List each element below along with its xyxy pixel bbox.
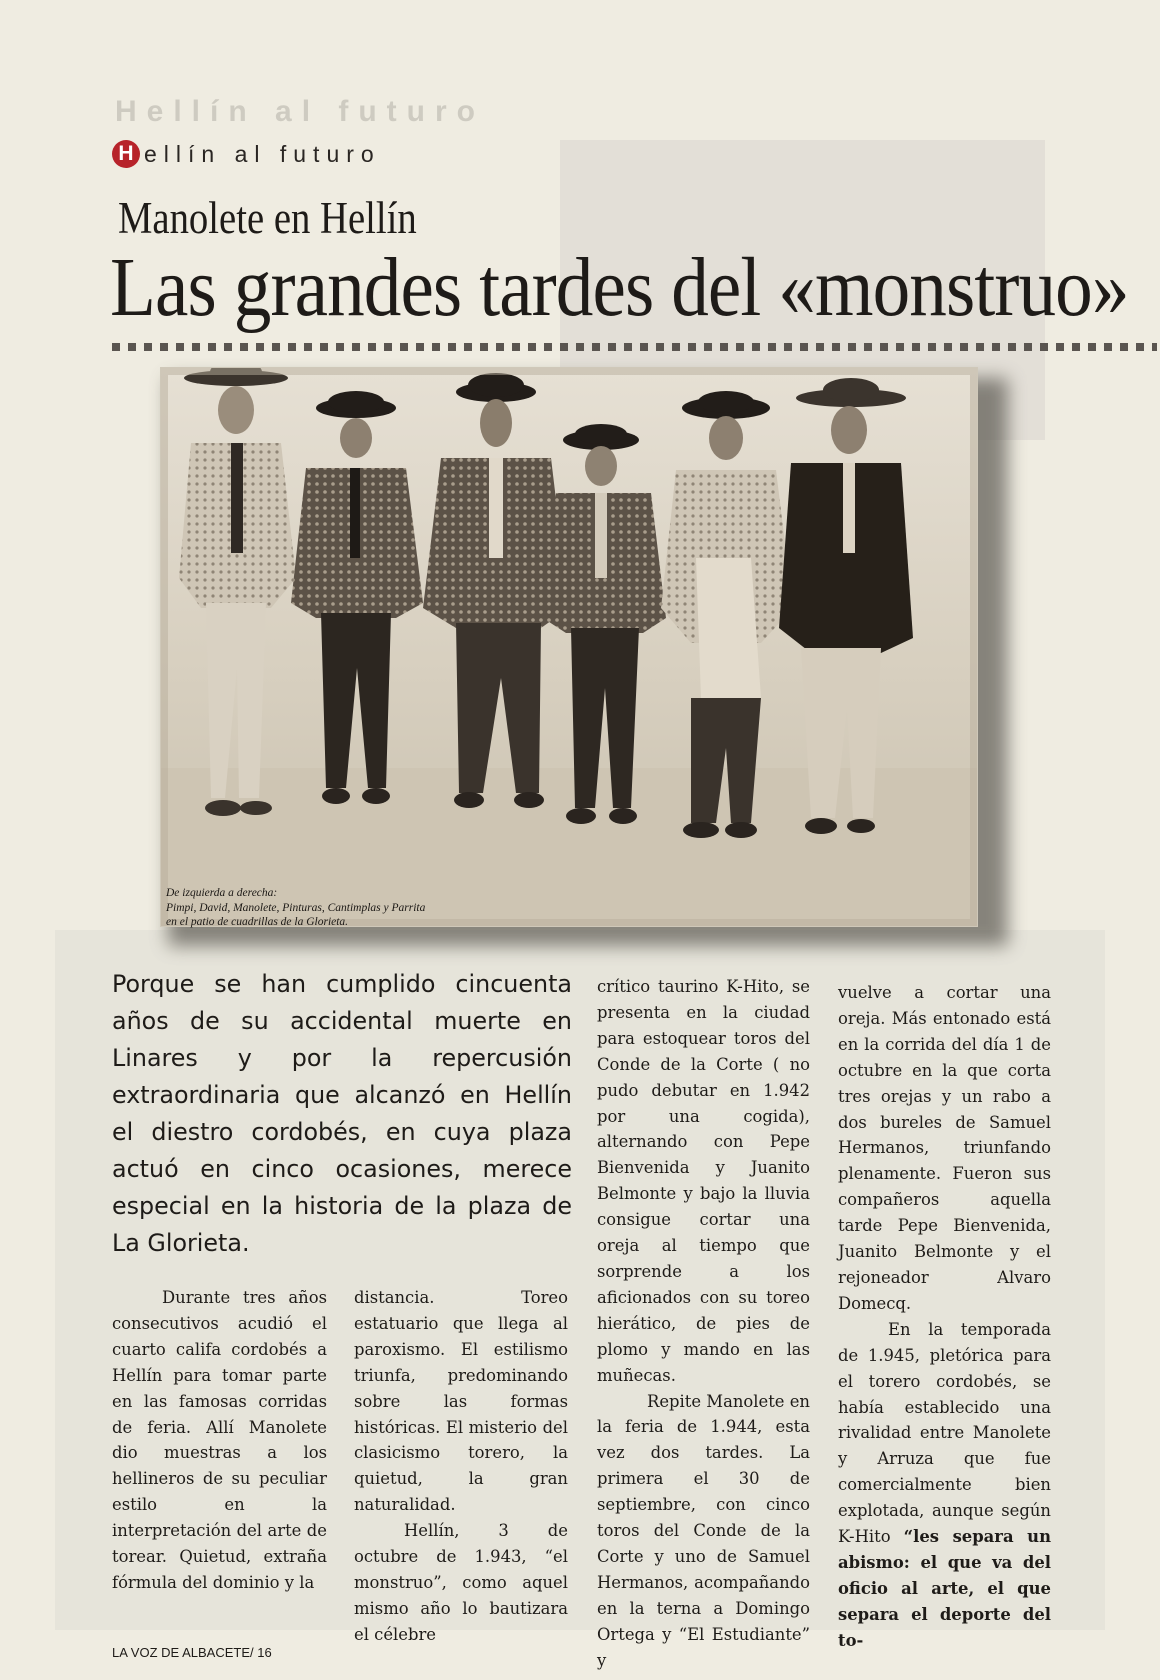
lede-paragraph: Porque se han cumplido cincuenta años de su accidental muerte en Linares y por la repercusión extraordinaria que alcanzó en Hellín el diestro cordobés, en cuya plaza actuó en cinco ocasiones, merece especial en la historia de la plaza de La Glorieta. [112, 970, 572, 1257]
bullfighters-photo [160, 367, 978, 927]
column-4 [838, 980, 1051, 1654]
section-label: ellín al futuro [144, 140, 381, 167]
photo-caption [166, 886, 425, 930]
paragraph: distancia. Toreo estatuario que llega al paroxismo. El estilismo triunfa, predominando sobre las formas históricas. El misterio del clasicismo torero, la quietud, la gran naturalidad. [354, 1288, 568, 1515]
column-3 [597, 974, 810, 1673]
paragraph: Durante tres años consecutivos acudió el cuarto califa cordobés a Hellín para tomar parte en las famosas corridas de feria. Allí Manolete dio muestras a los hellineros de su peculiar estilo en la interpretación del arte de torear. Quietud, extraña fórmula del dominio y la [112, 1288, 327, 1592]
kicker-title: Manolete en Hellín [118, 193, 417, 243]
show-through-title: Hellín al futuro [115, 95, 485, 128]
section-badge: H [112, 140, 140, 168]
headline: Las grandes tardes del «monstruo» [110, 241, 1129, 334]
page-footer: LA VOZ DE ALBACETE/ 16 [112, 1645, 272, 1660]
paragraph-quote-bold: “les separa un abismo: el que va del oficio al arte, el que separa el deporte del to- [838, 1527, 1051, 1650]
paragraph: vuelve a cortar una oreja. Más entonado está en la corrida del día 1 de octubre en la que corta tres orejas y un rabo a dos bureles de Samuel Hermanos, triunfando plenamente. Fueron sus compañeros aquella tarde Pepe Bienvenida, Juanito Belmonte y el rejoneador Alvaro Domecq. [838, 983, 1051, 1313]
column-1 [112, 1285, 327, 1596]
section-tag [112, 140, 381, 168]
caption-line: en el patio de cuadrillas de la Glorieta. [166, 916, 349, 928]
column-2 [354, 1285, 568, 1648]
paragraph [838, 1317, 1051, 1654]
caption-line: Pimpi, David, Manolete, Pinturas, Cantimplas y Parrita [166, 901, 426, 914]
paragraph: Repite Manolete en la feria de 1.944, esta vez dos tardes. La primera el 30 de septiembre, con cinco toros del Conde de la Corte y uno de Samuel Hermanos, acompañando en la terna a Domingo Ortega y “El Estudiante” y [597, 1391, 810, 1670]
paragraph-text: En la temporada de 1.945, pletórica para el torero cordobés, se había establecido una rivalidad entre Manolete y Arruza que fue comercialmente bien explotada, aunque según K-Hito [838, 1319, 1051, 1547]
caption-line: De izquierda a derecha: [166, 887, 278, 899]
paragraph: Hellín, 3 de octubre de 1.943, “el monstruo”, como aquel mismo año lo bautizara el célebre [354, 1521, 568, 1644]
paragraph: crítico taurino K-Hito, se presenta en la ciudad para estoquear toros del Conde de la Corte ( no pudo debutar en 1.942 por una cogida), alternando con Pepe Bienvenida y Juanito Belmonte y bajo la lluvia consigue cortar una oreja al tiempo que sorprende a los aficionados con su toreo hierático, de pies de plomo y mando en las muñecas. [597, 977, 810, 1385]
bullfighters-illustration [161, 368, 977, 926]
dotted-divider [112, 343, 1157, 351]
